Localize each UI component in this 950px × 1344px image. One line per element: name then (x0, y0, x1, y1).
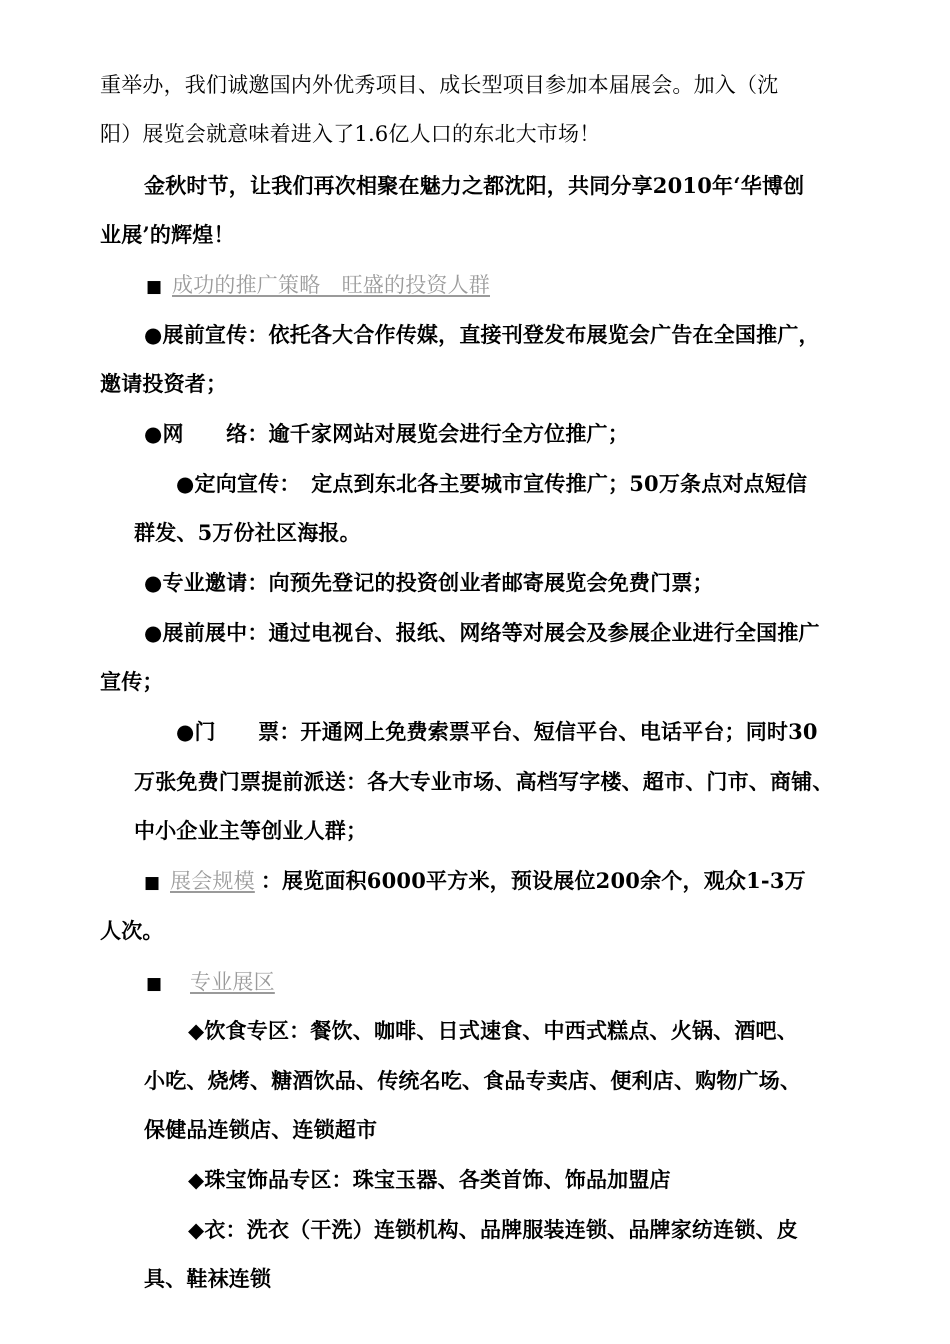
section-marker: ■ (146, 277, 163, 297)
food-zone-line-3: 保健品连锁店、连锁超市 (144, 1117, 378, 1142)
clothing-zone-line-2: 具、鞋袜连锁 (144, 1266, 272, 1291)
invitation-paragraph-line-2: 业展’的辉煌！ (100, 222, 235, 247)
section-marker: ■ (144, 873, 161, 893)
tickets-line-3: 中小企业主等创业人群； (134, 818, 368, 843)
targeted-promotion-line-2: 群发、5万份社区海报。 (134, 520, 361, 545)
intro-paragraph-line-1: 重举办，我们诚邀国内外优秀项目、成长型项目参加本届展会。加入（沈 (100, 73, 779, 97)
during-show-promotion-line-1: ●展前展中：通过电视台、报纸、网络等对展会及参展企业进行全国推广 (144, 620, 820, 645)
invitation-paragraph-line-1: 金秋时节，让我们再次相聚在魅力之都沈阳，共同分享2010年‘华博创 (144, 173, 805, 198)
clothing-zone-line-1: ◆衣：洗衣（干洗）连锁机构、品牌服装连锁、品牌家纺连锁、皮 (188, 1217, 798, 1242)
tickets-line-1: ●门 票：开通网上免费索票平台、短信平台、电话平台；同时30 (176, 719, 818, 744)
promotion-heading-link[interactable]: 成功的推广策略 旺盛的投资人群 (172, 273, 490, 297)
zones-heading-link[interactable]: 专业展区 (190, 970, 275, 994)
pre-show-promotion-line-2: 邀请投资者； (100, 371, 228, 396)
targeted-promotion-line-1: ●定向宣传： 定点到东北各主要城市宣传推广；50万条点对点短信 (176, 471, 808, 496)
scale-heading-line (144, 866, 806, 898)
pre-show-promotion-line-1: ●展前宣传：依托各大合作传媒，直接刊登发布展览会广告在全国推广， (144, 322, 820, 347)
food-zone-line-1: ◆饮食专区：餐饮、咖啡、日式速食、中西式糕点、火锅、酒吧、 (188, 1018, 798, 1043)
professional-invitation: ●专业邀请：向预先登记的投资创业者邮寄展览会免费门票； (144, 570, 714, 595)
intro-paragraph-line-2: 阳）展览会就意味着进入了1.6亿人口的东北大市场！ (100, 122, 601, 146)
promotion-heading (146, 270, 490, 302)
network-promotion: ●网 络：逾千家网站对展览会进行全方位推广； (144, 421, 629, 446)
jewelry-zone: ◆珠宝饰品专区：珠宝玉器、各类首饰、饰品加盟店 (188, 1167, 671, 1192)
scale-text-line-2: 人次。 (100, 918, 164, 943)
section-marker: ■ (146, 974, 163, 994)
tickets-line-2: 万张免费门票提前派送：各大专业市场、高档写字楼、超市、门市、商铺、 (134, 769, 834, 794)
zones-heading (146, 967, 275, 999)
scale-text: ：展览面积6000平方米，预设展位200余个，观众1-3万 (260, 868, 806, 893)
scale-heading-link[interactable]: 展会规模 (170, 869, 255, 893)
during-show-promotion-line-2: 宣传； (100, 669, 164, 694)
food-zone-line-2: 小吃、烧烤、糖酒饮品、传统名吃、食品专卖店、便利店、购物广场、 (144, 1068, 802, 1093)
